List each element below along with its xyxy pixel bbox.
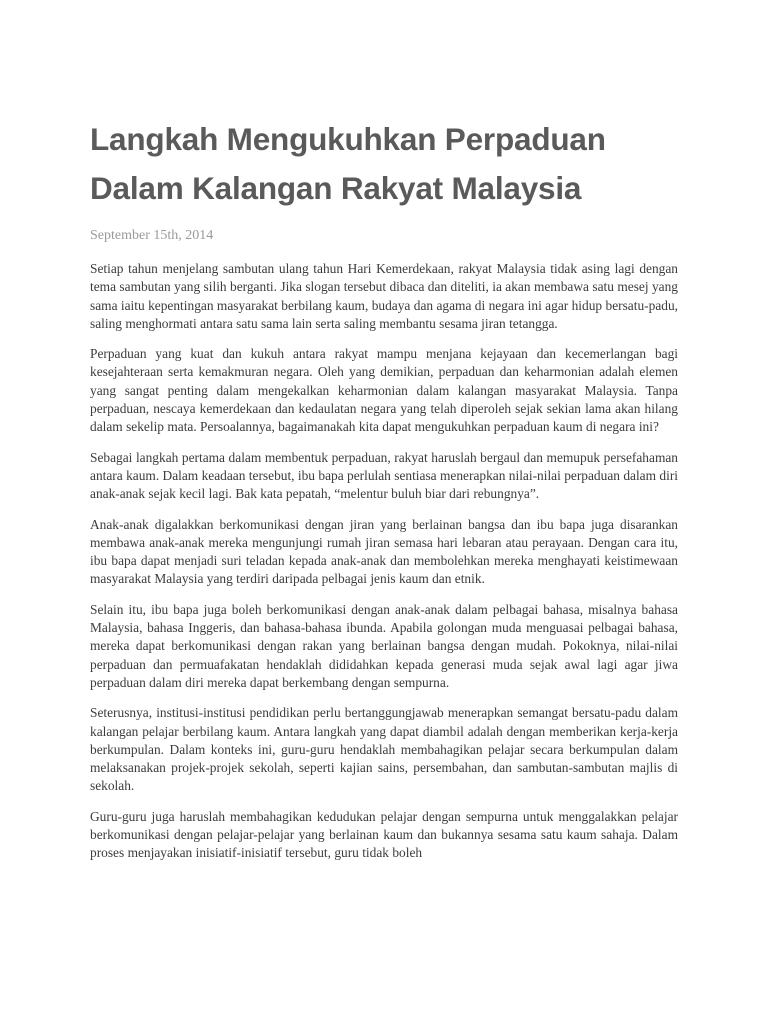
publish-date: September 15th, 2014 [90,228,214,243]
article-title [90,115,678,213]
paragraph-2: Perpaduan yang kuat dan kukuh antara rakyat mampu menjana kejayaan dan kecemerlangan bagi kesejahteraan serta kemakmuran negara. Oleh yang demikian, perpaduan dan keharmonian adalah elemen yang sangat penting dalam mengekalkan keharmonian dalam kalangan masyarakat Malaysia. Tanpa perpaduan, nescaya kemerdekaan dan kedaulatan negara yang telah diperoleh sejak sekian lama akan hilang dalam sekelip mata. Persoalannya, bagaimanakah kita dapat mengukuhkan perpaduan kaum di negara ini? [90,346,678,435]
paragraph-7: Guru-guru juga haruslah membahagikan kedudukan pelajar dengan sempurna untuk menggalakkan pelajar berkomunikasi dengan pelajar-pelajar yang berlainan kaum dan bukannya sesama satu kaum sahaja. Dalam proses menjayakan inisiatif-inisiatif tersebut, guru tidak boleh [90,808,678,861]
paragraph-1: Setiap tahun menjelang sambutan ulang tahun Hari Kemerdekaan, rakyat Malaysia tidak asing lagi dengan tema sambutan yang silih berganti. Jika slogan tersebut dibaca dan diteliti, ia akan membawa satu mesej yang sama iaitu kepentingan masyarakat berbilang kaum, budaya dan agama di negara ini agar hidup bersatu-padu, saling menghormati antara satu sama lain serta saling membantu sesama jiran tetangga. [90,261,678,331]
article [90,115,678,875]
article-title-line-1: Langkah Mengukuhkan Perpaduan [90,121,606,157]
paragraph-3: Sebagai langkah pertama dalam membentuk perpaduan, rakyat haruslah bergaul dan memupuk persefahaman antara kaum. Dalam keadaan tersebut, ibu bapa perlulah sentiasa menerapkan nilai-nilai perpaduan dalam diri anak-anak sejak kecil lagi. Bak kata pepatah, “melentur buluh biar dari rebungnya”. [90,449,678,502]
paragraph-4: Anak-anak digalakkan berkomunikasi dengan jiran yang berlainan bangsa dan ibu bapa juga disarankan membawa anak-anak mereka mengunjungi rumah jiran semasa hari lebaran atau perayaan. Dengan cara itu, ibu bapa dapat menjadi suri teladan kepada anak-anak dan membolehkan mereka menghayati keistimewaan masyarakat Malaysia yang terdiri daripada pelbagai jenis kaum dan etnik. [90,516,678,587]
paragraph-6: Seterusnya, institusi-institusi pendidikan perlu bertanggungjawab menerapkan semangat bersatu-padu dalam kalangan pelajar berbilang kaum. Antara langkah yang dapat diambil adalah dengan memberikan kerja-kerja berkumpulan. Dalam konteks ini, guru-guru hendaklah membahagikan pelajar secara berkumpulan dalam melaksanakan projek-projek sekolah, seperti kajian sains, persembahan, dan sambutan-sambutan majlis di sekolah. [90,705,678,794]
paragraph-5: Selain itu, ibu bapa juga boleh berkomunikasi dengan anak-anak dalam pelbagai bahasa, misalnya bahasa Malaysia, bahasa Inggeris, dan bahasa-bahasa ibunda. Apabila golongan muda menguasai pelbagai bahasa, mereka dapat berkomunikasi dengan rakan yang berlainan bangsa dengan mudah. Pokoknya, nilai-nilai perpaduan dan permuafakatan hendaklah dididahkan kepada generasi muda sejak awal lagi agar jiwa perpaduan dalam diri mereka dapat berkembang dengan sempurna. [90,601,678,690]
article-title-line-2: Dalam Kalangan Rakyat Malaysia [90,170,582,206]
